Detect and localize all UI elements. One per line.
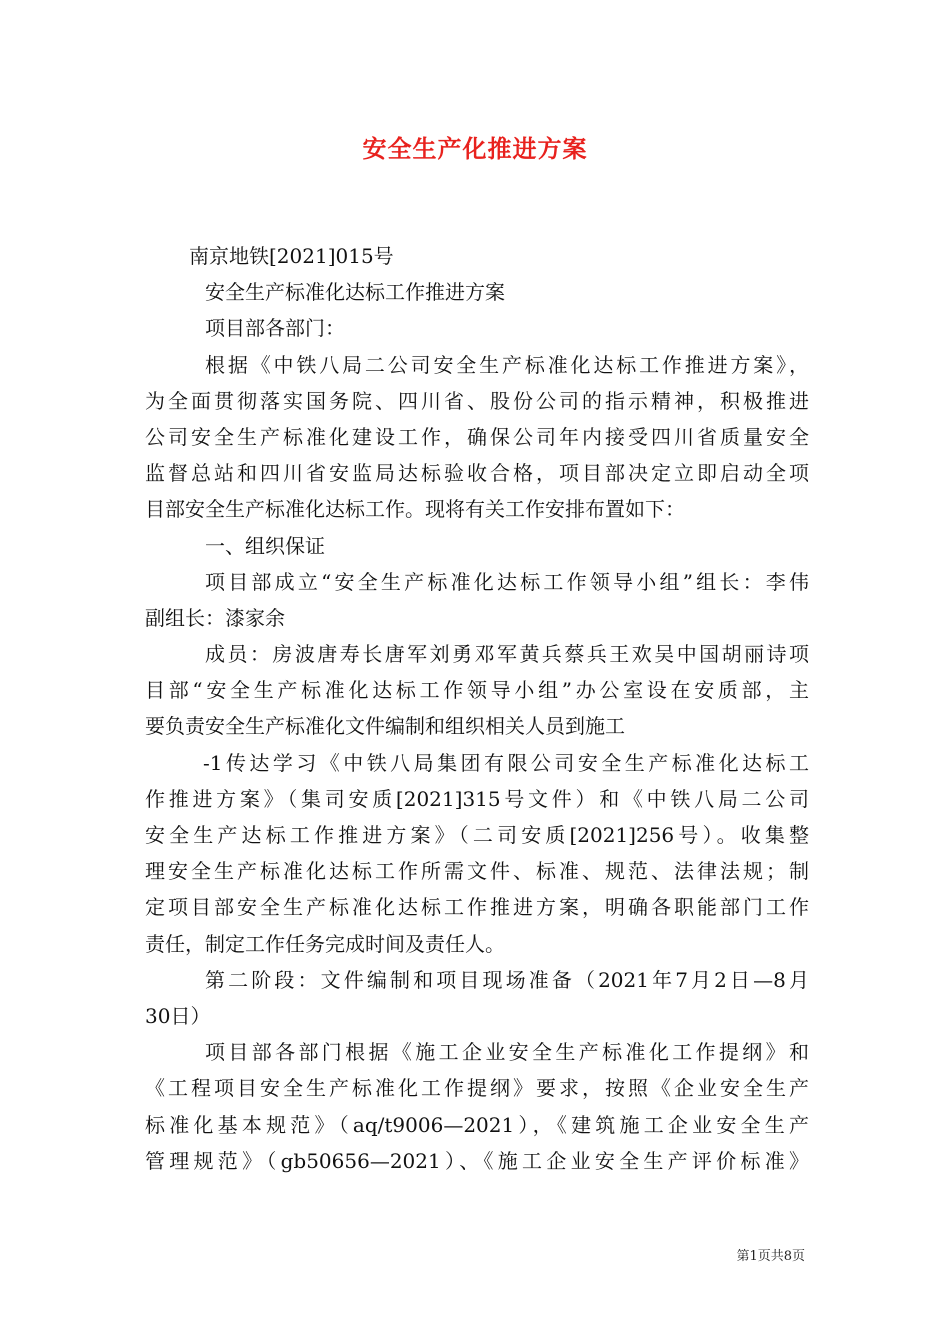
section-heading: 一、组织保证 (205, 533, 325, 558)
paragraph-line: 根据《中铁八局二公司安全生产标准化达标工作推进方案》， (205, 352, 809, 377)
paragraph-line: 为全面贯彻落实国务院、四川省、股份公司的指示精神，积极推进 (145, 388, 809, 413)
paragraph-line: 《工程项目安全生产标准化工作提纲》要求，按照《企业安全生产 (145, 1076, 809, 1101)
paragraph-line: 理安全生产标准化达标工作所需文件、标准、规范、法律法规；制 (145, 859, 809, 884)
subject-line: 安全生产标准化达标工作推进方案 (205, 280, 505, 305)
paragraph-line: 监督总站和四川省安监局达标验收合格，项目部决定立即启动全项 (145, 461, 809, 486)
paragraph-line: 项目部成立“安全生产标准化达标工作领导小组”组长：李伟 (205, 569, 809, 594)
paragraph-line: 责任，制定工作任务完成时间及责任人。 (145, 931, 505, 956)
paragraph-line: -1传达学习《中铁八局集团有限公司安全生产标准化达标工 (203, 750, 809, 775)
paragraph-line: 项目部各部门根据《施工企业安全生产标准化工作提纲》和 (205, 1040, 809, 1065)
paragraph-line: 目部安全生产标准化达标工作。现将有关工作安排布置如下： (145, 497, 685, 522)
doc-number-line: 南京地铁[2021]015号 (189, 244, 394, 268)
salutation-line: 项目部各部门： (205, 316, 345, 341)
paragraph-line: 第二阶段：文件编制和项目现场准备（2021年7月2日—8月 (205, 967, 809, 992)
paragraph-line: 30日） (145, 1003, 211, 1028)
paragraph-line: 作推进方案》（集司安质[2021]315号文件）和《中铁八局二公司 (145, 786, 809, 811)
paragraph-line: 副组长：漆家余 (145, 605, 285, 630)
paragraph-line: 定项目部安全生产标准化达标工作推进方案，明确各职能部门工作 (145, 895, 809, 920)
paragraph-line: 公司安全生产标准化建设工作，确保公司年内接受四川省质量安全 (145, 424, 809, 449)
document-body (145, 238, 809, 1179)
document-title: 安全生产化推进方案 (362, 135, 588, 163)
paragraph-line: 目部“安全生产标准化达标工作领导小组”办公室设在安质部，主 (145, 678, 809, 703)
paragraph-line: 安全生产达标工作推进方案》（二司安质[2021]256号）。收集整 (145, 823, 809, 847)
paragraph-line: 管理规范》（gb50656—2021）、《施工企业安全生产评价标准》 (145, 1148, 809, 1173)
page-number: 第1页共8页 (736, 1249, 805, 1264)
paragraph-line: 成员：房波唐寿长唐军刘勇邓军黄兵蔡兵王欢吴中国胡丽诗项 (205, 642, 809, 667)
paragraph-line: 标准化基本规范》（aq/t9006—2021），《建筑施工企业安全生产 (145, 1112, 809, 1137)
paragraph-line: 要负责安全生产标准化文件编制和组织相关人员到施工 (145, 714, 625, 739)
